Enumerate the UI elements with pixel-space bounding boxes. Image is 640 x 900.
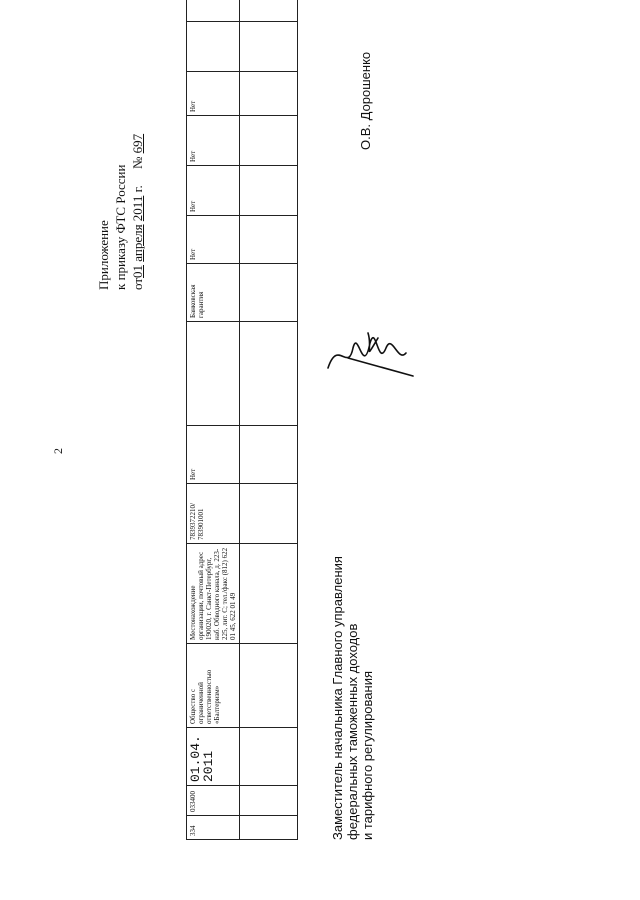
registry-table-wrapper [186,20,298,840]
cell-organization: Общество с ограниченной ответственностью «Балтеризм» [187,644,240,728]
signer-title-line2: федеральных таможенных доходов [345,623,360,840]
date-prefix: от [130,277,145,290]
table-row-empty [240,0,298,840]
signer-name-block [356,51,376,150]
appendix-line2: к приказу ФТС России [113,164,128,290]
signer-title-line3: и тарифного регулирования [360,671,375,840]
date-day: 01 [130,264,145,278]
cell-col12: Нет [187,166,240,216]
cell-col15 [187,22,240,72]
page-number: 2 [51,448,65,454]
date-month: апреля [130,224,145,262]
cell-col9 [187,322,240,426]
signer-title-line1: Заместитель начальника Главного управления [330,556,345,840]
signature-icon [318,318,418,388]
order-number: 697 [130,133,145,154]
handwritten-signature [318,318,418,388]
cell-col8: Нет [187,426,240,484]
number-prefix: № [130,156,145,170]
cell-inn-kpp: 7839372210/ 783901001 [187,484,240,544]
cell-col16 [187,0,240,22]
registry-table [186,0,298,840]
year-suffix: г. [130,185,145,193]
date-day-month: 01.04. [188,735,203,782]
table-row [187,0,240,840]
cell-address: Местонахождение организации, почтовый адрес 190020, г. Санкт-Петербург, наб. Обводного канала, д. 223-225, лит. С; тел./факс (812) 622 01 45, 622 01 49 [187,544,240,644]
date-year: 2011 [130,195,145,222]
cell-col14: Нет [187,72,240,116]
signature-title-block [330,540,390,840]
cell-col11: Нет [187,216,240,264]
appendix-line3 [129,90,146,290]
cell-col13: Нет [187,116,240,166]
cell-date [187,728,240,786]
cell-code: 033400 [187,786,240,816]
cell-num: 334 [187,816,240,840]
cell-guarantee: Банковская гарантия [187,264,240,322]
appendix-line1: Приложение [96,220,111,290]
signer-name: О.В. Дорошенко [358,51,373,150]
appendix-header [60,90,200,290]
date-year-value: 2011 [201,750,216,782]
